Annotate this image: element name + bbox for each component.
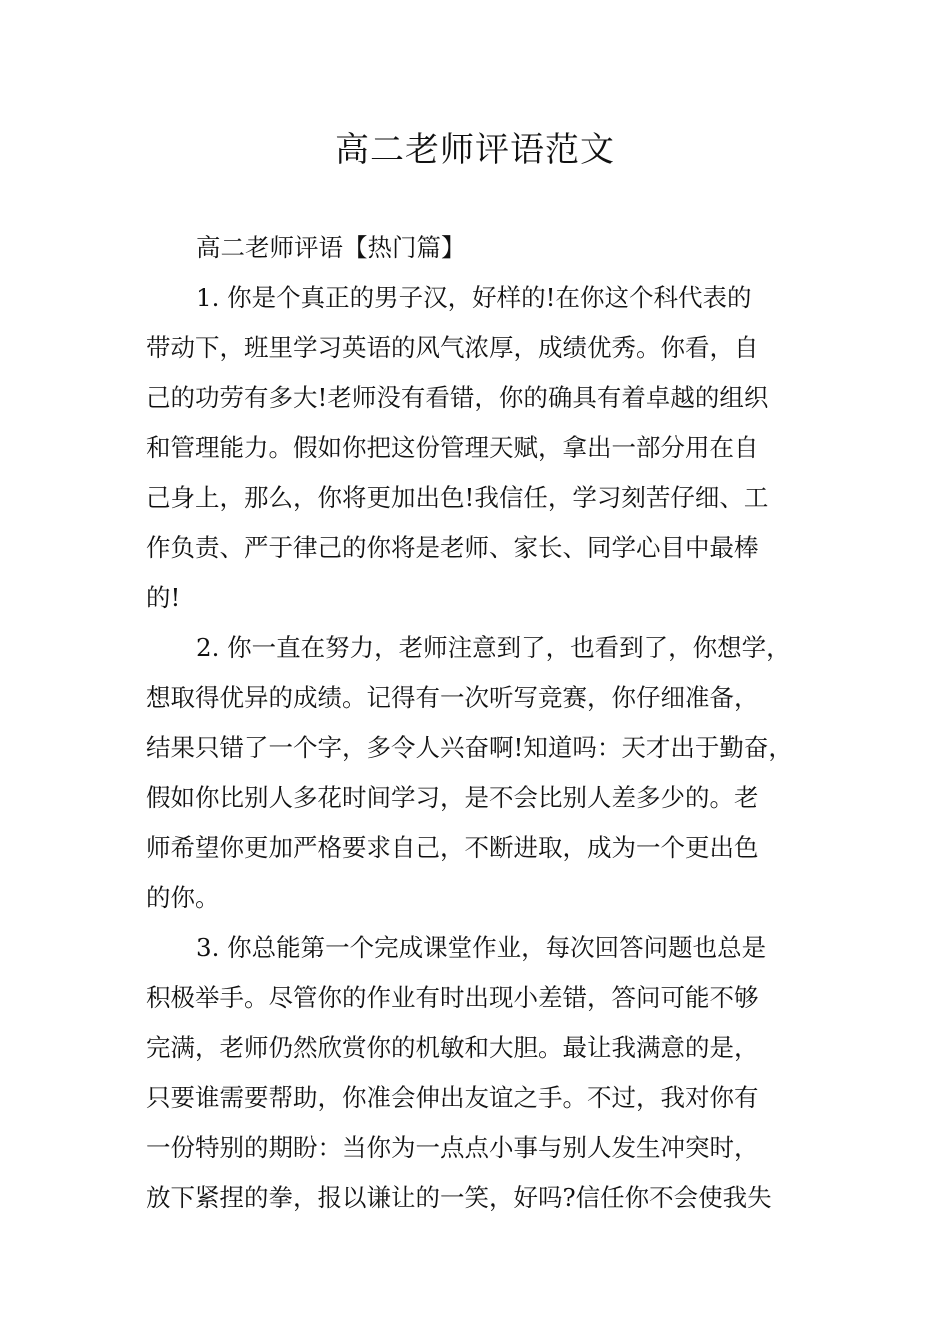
paragraph-3-line-1: 3. 你总能第一个完成课堂作业，每次回答问题也总是 (196, 933, 767, 962)
paragraph-1-line-4: 和管理能力。假如你把这份管理天赋，拿出一部分用在自 (146, 433, 759, 462)
paragraph-3-line-2: 积极举手。尽管你的作业有时出现小差错，答问可能不够 (146, 983, 759, 1012)
paragraph-2-line-3: 结果只错了一个字，多令人兴奋啊!知道吗：天才出于勤奋， (146, 733, 793, 762)
paragraph-2-line-4: 假如你比别人多花时间学习，是不会比别人差多少的。老 (146, 783, 759, 812)
paragraph-1-line-5: 己身上，那么，你将更加出色!我信任，学习刻苦仔细、工 (146, 483, 769, 512)
paragraph-2-line-1: 2. 你一直在努力，老师注意到了，也看到了，你想学， (196, 633, 791, 662)
document-title: 高二老师评语范文 (335, 130, 615, 170)
paragraph-3-line-4: 只要谁需要帮助，你准会伸出友谊之手。不过，我对你有 (146, 1083, 759, 1112)
paragraph-1-line-2: 带动下，班里学习英语的风气浓厚，成绩优秀。你看，自 (146, 333, 759, 362)
paragraph-2-line-6: 的你。 (146, 883, 220, 912)
section-heading: 高二老师评语【热门篇】 (196, 233, 466, 262)
paragraph-2-line-5: 师希望你更加严格要求自己，不断进取，成为一个更出色 (146, 833, 759, 862)
paragraph-3-line-5: 一份特别的期盼：当你为一点点小事与别人发生冲突时， (146, 1133, 759, 1162)
paragraph-1-line-7: 的! (146, 583, 181, 612)
paragraph-1-line-1: 1. 你是个真正的男子汉，好样的!在你这个科代表的 (196, 283, 752, 312)
paragraph-1-line-6: 作负责、严于律己的你将是老师、家长、同学心目中最棒 (146, 533, 759, 562)
paragraph-3-line-3: 完满，老师仍然欣赏你的机敏和大胆。最让我满意的是， (146, 1033, 759, 1062)
paragraph-1-line-3: 己的功劳有多大!老师没有看错，你的确具有着卓越的组织 (146, 383, 769, 412)
paragraph-3-line-6: 放下紧捏的拳，报以谦让的一笑，好吗?信任你不会使我失 (146, 1183, 772, 1212)
paragraph-2-line-2: 想取得优异的成绩。记得有一次听写竞赛，你仔细准备， (146, 683, 759, 712)
